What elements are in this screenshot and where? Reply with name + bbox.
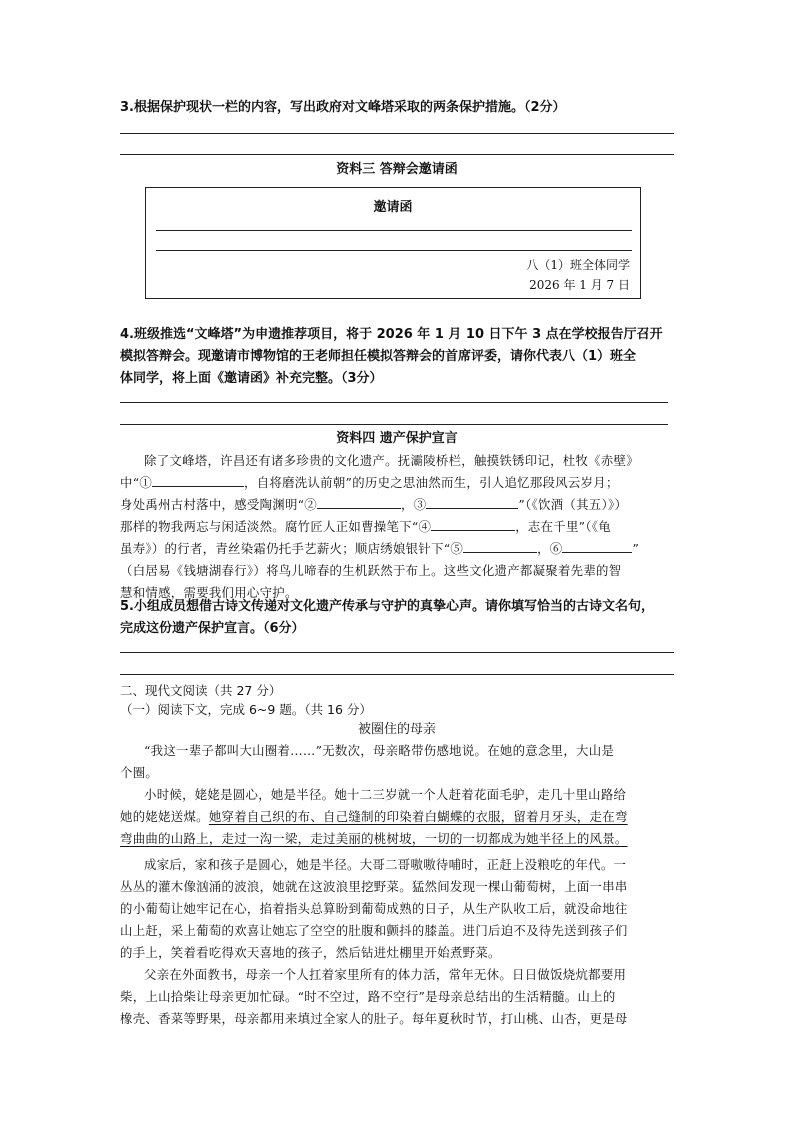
material-4-title: 资料四 遗产保护宣言 (336, 431, 458, 446)
invitation-date: 2026 年 1 月 7 日 (529, 278, 630, 292)
underlined-sentence: 弯曲曲的山路上，走过一沟一梁，走过美丽的桃树坡，一切的一切都成为她半径上的风景。 (120, 831, 628, 846)
question-4-line-2: 模拟答辩会。现邀请市博物馆的王老师担任模拟答辩会的首席评委，请你代表八（1）班全 (120, 349, 637, 364)
section-subheading: （一）阅读下文，完成 6~9 题。（共 16 分） (120, 702, 372, 717)
article-title: 被圈住的母亲 (357, 722, 436, 737)
answer-line[interactable] (120, 424, 668, 425)
article-line: 山上赶，采上葡萄的欢喜让她忘了空空的肚腹和颤抖的膝盖。进门后迫不及待先送到孩子们 (120, 923, 628, 938)
invitation-box (145, 187, 641, 299)
article-line: 个圈。 (120, 765, 159, 780)
blank-6[interactable] (562, 538, 632, 553)
section-heading: 二、现代文阅读（共 27 分） (120, 683, 282, 698)
article-line: 的小葡萄让她牢记在心，掐着指头总算盼到葡萄成熟的日子，从生产队收工后，就没命地往 (120, 901, 628, 916)
article-line: 丛丛的灌木像汹涌的波浪，她就在这波浪里挖野菜。猛然间发现一棵山葡萄树，上面一串串 (120, 879, 628, 894)
underlined-sentence: 她穿着自己织的布、自己缝制的印染着白蝴蝶的衣服，留着月牙头，走在弯 (208, 809, 628, 824)
declaration-line: 除了文峰塔，许昌还有诸多珍贵的文化遗产。抚灞陵桥栏，触摸铁锈印记，杜牧《赤壁》 (144, 453, 639, 468)
article-line: 成家后，家和孩子是圆心，她是半径。大哥二哥嗷嗷待哺时，正赶上没粮吃的年代。一 (144, 857, 627, 872)
declaration-line: 身处禹州古村落中，感受陶渊明“② ，③ ”（《饮酒（其五）》） (120, 494, 680, 516)
declaration-line: 虽寿》）的行者，青丝染霜仍托手艺薪火；顺店绣娘银针下“⑤ ，⑥ ” (120, 538, 680, 560)
question-4-line-3: 体同学，将上面《邀请函》补充完整。（3分） (120, 371, 383, 386)
blank-1[interactable] (152, 472, 244, 487)
article-line: “我这一辈子都叫大山圈着……”无数次，母亲略带伤感地说。在她的意念里，大山是 (144, 743, 615, 758)
question-5-line-1: 5.小组成员想借古诗文传递对文化遗产传承与守护的真挚心声。请你填写恰当的古诗文名句， (120, 599, 654, 614)
article-line: 橡壳、香菜等野果，母亲都用来填过全家人的肚子。每年夏秋时节，打山桃、山杏，更是母 (120, 1011, 628, 1026)
blank-3[interactable] (426, 494, 518, 509)
answer-line[interactable] (120, 674, 674, 675)
article-body (120, 740, 680, 1030)
article-line: 的手上，笑着看吃得欢天喜地的孩子，然后钻进灶棚里开始煮野菜。 (120, 945, 501, 960)
article-line: 父亲在外面教书，母亲一个人扛着家里所有的体力活，常年无休。日日做饭烧炕都要用 (144, 967, 627, 982)
invitation-title: 邀请函 (373, 200, 413, 215)
answer-line[interactable] (120, 402, 668, 403)
blank-4[interactable] (431, 516, 515, 531)
question-4-line-1: 4.班级推选“文峰塔”为申遗推荐项目，将于 2026 年 1 月 10 日下午 3 点在学校报告厅召开 (120, 327, 663, 342)
article-line: 小时候，姥姥是圆心，她是半径。她十二三岁就一个人赶着花面毛驴，走几十里山路给 (144, 787, 627, 802)
question-3: 3.根据保护现状一栏的内容，写出政府对文峰塔采取的两条保护措施。（2分） (120, 100, 566, 115)
declaration-line: （白居易《钱塘湖春行》）将鸟儿啼春的生机跃然于布上。这些文化遗产都凝聚着先辈的智 (120, 563, 622, 578)
declaration-line: 那样的物我两忘与闲适淡然。腐竹匠人正如曹操笔下“④ ，志在千里”（《龟 (120, 516, 680, 538)
declaration-line: 中“① ，自将磨洗认前朝”的历史之思油然而生，引人追忆那段风云岁月； (120, 472, 680, 494)
answer-line[interactable] (120, 133, 674, 134)
declaration-line: 慧和情感，需要我们用心守护。 (120, 585, 298, 600)
invitation-line[interactable] (156, 250, 632, 251)
invitation-line[interactable] (156, 230, 632, 231)
material-3-title: 资料三 答辩会邀请函 (336, 162, 458, 177)
answer-line[interactable] (120, 154, 674, 155)
question-5-line-2: 完成这份遗产保护宣言。（6分） (120, 621, 305, 636)
invitation-signature: 八（1）班全体同学 (526, 258, 630, 272)
answer-line[interactable] (120, 652, 674, 653)
article-line: 柴，上山拾柴让母亲更加忙碌。“时不空过，路不空行”是母亲总结出的生活精髓。山上的 (120, 989, 616, 1004)
heritage-declaration (120, 450, 680, 604)
blank-2[interactable] (317, 494, 401, 509)
article-line: 她的姥姥送煤。她穿着自己织的布、自己缝制的印染着白蝴蝶的衣服，留着月牙头，走在弯 (120, 809, 628, 824)
blank-5[interactable] (463, 538, 537, 553)
